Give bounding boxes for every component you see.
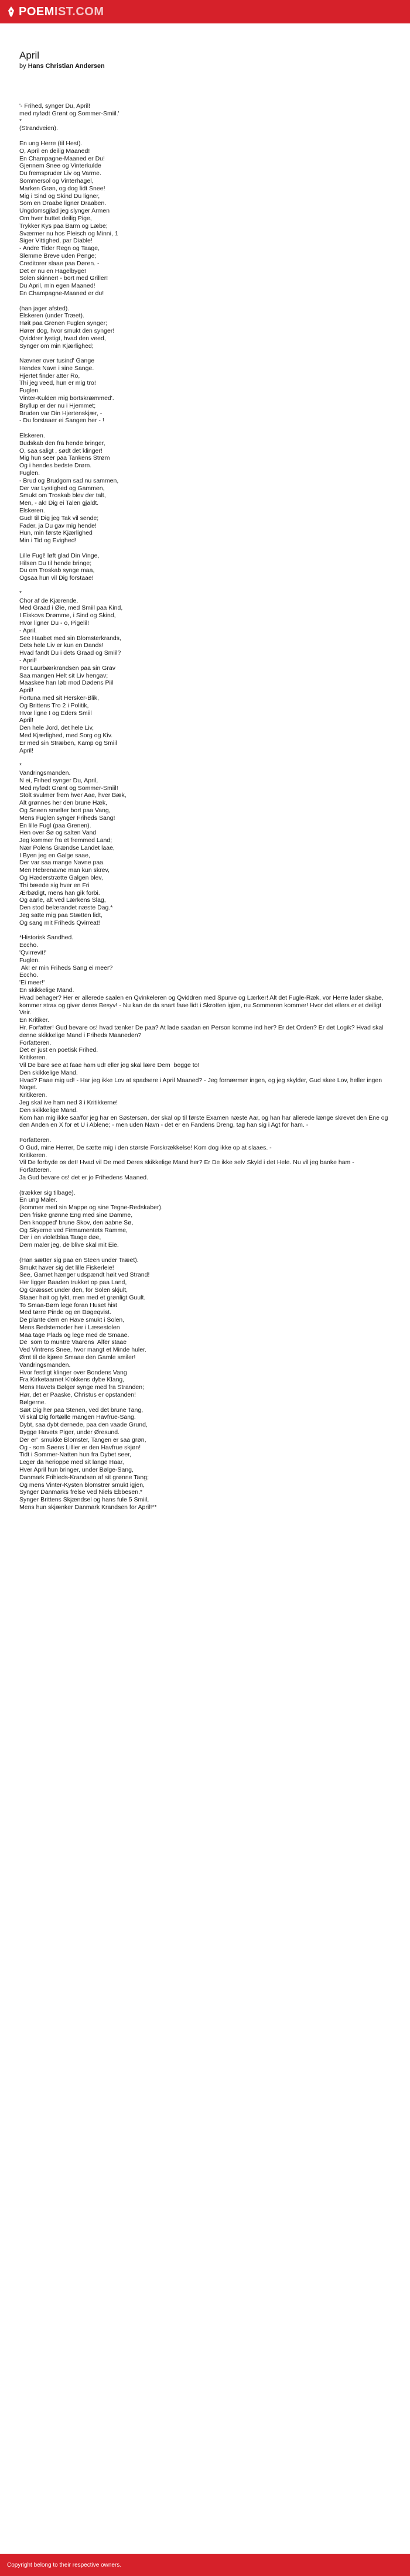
- poem-title: April: [19, 50, 40, 61]
- poem-line: Her ligger Baaden trukket op paa Land,: [19, 1279, 127, 1287]
- poem-line: Slemme Breve uden Penge;: [19, 252, 97, 259]
- poem-line: 'Ei meer!': [19, 979, 45, 987]
- poem-line: Fader, ja Du gav mig hende!: [19, 522, 97, 529]
- poem-line: Hvad? Faae mig ud! - Har jeg ikke Lov at spadsere i April Maaned? - Jeg fornærmer ingen, og jeg skylder, Gud skee Lov, heller ingen Noget.: [19, 1076, 384, 1092]
- poem-line: Fortuna med sit Hersker-Blik,: [19, 694, 99, 702]
- logo-suffix-text: IST.COM: [54, 5, 104, 18]
- poem-line: (Han sætter sig paa en Steen under Træet).: [19, 1256, 139, 1264]
- poem-line: Ungdomsgjlad jeg slynger Armen: [19, 207, 110, 215]
- poem-line: Og Græsset under den, for Solen skjult,: [19, 1286, 128, 1294]
- poem-line: Stolt svulmer frem hver Aae, hver Bæk,: [19, 792, 127, 799]
- poem-stanza: [19, 762, 388, 927]
- poem-line: - April!: [19, 656, 37, 664]
- logo-main-text: POEM: [19, 5, 54, 18]
- poem-line: Og - som Søens Lillier er den Havfrue skjøn!: [19, 1443, 141, 1451]
- poem-line: Thi jeg veed, hun er mig tro!: [19, 379, 96, 387]
- poem-line: Saa mangen Helt sit Liv hengav;: [19, 672, 108, 679]
- site-header: [0, 0, 410, 23]
- poem-line: Som en Draabe ligner Draaben.: [19, 200, 107, 207]
- poem-line: Ja Gud bevare os! det er jo Frihedens Maaned.: [19, 1174, 149, 1181]
- poem-line: Bygge Havets Piger, under Øresund.: [19, 1429, 120, 1436]
- poem-line: Og mens Vinter-Kysten blomstrer smukt igjen,: [19, 1481, 145, 1489]
- poem-line: (trækker sig tilbage).: [19, 1189, 76, 1196]
- poem-line: Hvad fandt Du i dets Graad og Smiil?: [19, 649, 121, 657]
- poem-line: En Champagne-Maaned er Du!: [19, 155, 105, 162]
- poem-line: Hvad behager? Her er allerede saalen en Qvinkeleren og Qviddren med Spurve og Lærker! Alt det Fugle-Ræk, vor Herre lader skabe, kommer strax og giver deres Besyv! - Nu kan de da snart faae lidt i Skrotten igjen, nu Sommeren kommer! Hvor det ellers er et deiligt Veir.: [19, 994, 385, 1017]
- poem-line: Creditorer slaae paa Døren. -: [19, 259, 100, 267]
- poem-line: Sværmer nu hos Pleisch og Minni, 1: [19, 230, 118, 237]
- poem-line: Synger om min Kjærlighed;: [19, 342, 94, 350]
- poem-line: See, Garnet hænger udspændt høit ved Strand!: [19, 1271, 150, 1279]
- poem-line: Bølgerne.: [19, 1398, 46, 1406]
- poem-line: Fra Kirketaarnet Klokkens dybe Klang,: [19, 1376, 125, 1384]
- site-footer: [0, 2554, 410, 2576]
- poem-line: '- Frihed, synger Du, April!: [19, 102, 91, 110]
- poem-line: O Gud, mine Herrer, De sætte mig i den største Forskrækkelse! Kom dog ikke op at slaaes. -: [19, 1144, 272, 1151]
- poem-stanza: [19, 1257, 388, 1511]
- poem-stanza: [19, 1137, 388, 1182]
- poem-line: De plante dem en Have smukt i Solen,: [19, 1316, 125, 1324]
- poem-line: Med Kjærlighed, med Sorg og Kiv.: [19, 731, 113, 739]
- poem-line: Hvor festligt klinger over Bondens Vang: [19, 1369, 127, 1376]
- poem-line: Sæt Dig her paa Stenen, ved det brune Tang,: [19, 1406, 144, 1414]
- poem-line: *Historisk Sandhed.: [19, 934, 74, 942]
- poem-line: Thi bæede sig hver en Fri: [19, 881, 90, 889]
- poem-line: Staaer høit og tykt, men med et grønligt Guult.: [19, 1294, 146, 1301]
- poem-line: Smukt om Troskab blev der talt,: [19, 492, 106, 500]
- poem-line: - Brud og Brudgom sad nu sammen,: [19, 477, 119, 484]
- poem-line: Elskeren.: [19, 507, 45, 515]
- poem-line: Den hele Jord, det hele Liv,: [19, 724, 94, 732]
- pen-nib-icon: [7, 6, 15, 18]
- poem-line: Det er nu en Hagelbyge!: [19, 267, 86, 275]
- poem-line: Vandringsmanden.: [19, 1361, 71, 1369]
- poem-line: Hør, det er Paaske, Christus er opstanden!: [19, 1391, 136, 1399]
- poem-line: Ak! er min Friheds Sang ei meer?: [19, 964, 113, 971]
- poem-line: Vandringsmanden.: [19, 769, 71, 776]
- poem-stanza: [19, 357, 388, 425]
- poem-line: Hører dog, hvor smukt den synger!: [19, 327, 115, 334]
- poem-line: (han jager afsted).: [19, 305, 70, 312]
- poem-line: Den stod belærandet næste Dag.*: [19, 904, 113, 912]
- poem-line: Og Brittens Tro 2 i Politik,: [19, 702, 89, 709]
- poem-line: Jeg skal ive ham ned 3 i Kritikkerne!: [19, 1099, 118, 1106]
- poem-line: Og i hendes bedste Drøm.: [19, 462, 92, 470]
- poem-line: Hen over Sø og salten Vand: [19, 829, 97, 837]
- poem-line: Vil De forbyde os det! Hvad vil De med Deres skikkelige Mand her? Er De ikke selv Skyld i det Hele. Nu vil jeg banke ham -: [19, 1159, 354, 1166]
- poem-line: Dybt, saa dybt dernede, paa den vaade Grund,: [19, 1421, 148, 1429]
- poem-line: Forfatteren.: [19, 1039, 52, 1046]
- poem-stanza: [19, 432, 388, 545]
- poem-line: Maa tage Plads og lege med de Smaae.: [19, 1331, 129, 1339]
- poem-line: Fuglen.: [19, 387, 40, 395]
- poem-line: Dem maler jeg, de blive skal mit Eie.: [19, 1241, 119, 1249]
- poem-line: Budskab den fra hende bringer,: [19, 439, 105, 447]
- poem-line: Danmark Frihieds-Krandsen af sit grønne Tang;: [19, 1473, 149, 1481]
- poem-line: I Eiskovs Drømme, i Sind og Skind,: [19, 612, 116, 620]
- poem-line: Der i en violetblaa Taage døe,: [19, 1234, 101, 1241]
- byline: [19, 62, 388, 70]
- poem-line: Kom han mig ikke saa'for jeg har en Søstersøn, der skal op til første Examen næste Aar, og han har allerede længe skrevet den Ene og den Anden en X for et U i Ablene; - men uden Navn - det er en Fandens Dreng, tag han sig i Agt for ham. -: [19, 1114, 390, 1129]
- poem-line: Nævner over tusind' Gange: [19, 357, 95, 365]
- poem-line: Vi skal Dig fortælle mangen Havfrue-Sang.: [19, 1414, 136, 1421]
- site-logo-link[interactable]: [19, 5, 104, 19]
- poem-line: Elskeren (under Træet).: [19, 312, 84, 320]
- poem-line: Synger Brittens Skjændsel og hans fule 5 Smiil,: [19, 1496, 149, 1504]
- poem-line: Den friske grønne Eng med sine Damme,: [19, 1211, 133, 1219]
- poem-line: Qviddrer lystigt, hvad den veed,: [19, 334, 106, 342]
- poem-line: Med Graad i Øie, med Smiil paa Kind,: [19, 604, 123, 612]
- poem-line: Marken Grøn, og dog lidt Snee!: [19, 184, 105, 192]
- poem-line: Smukt haver sig det lille Fiskerleie!: [19, 1264, 114, 1271]
- poem-line: - April.: [19, 627, 37, 634]
- poem-line: Den knopped' brune Skov, den aabne Sø,: [19, 1219, 134, 1226]
- poem-line: - Du forstaaer ei Sangen her - !: [19, 417, 104, 425]
- poem-line: De som to muntre Vaarens Alfer staae: [19, 1339, 127, 1346]
- poem-line: Bryllup er der nu i Hjemmet;: [19, 402, 96, 409]
- poem-line: Mens Bedstemoder her i Læsestolen: [19, 1323, 120, 1331]
- poem-line: Eccho.: [19, 942, 39, 949]
- poem-line: Og Sneen smelter bort paa Vang,: [19, 806, 111, 814]
- poem-line: med nyfødt Grønt og Sommer-Smiil.': [19, 110, 119, 117]
- poem-line: Dets hele Liv er kun en Dands!: [19, 642, 104, 649]
- poem-line: I Byen jeg en Galge saae,: [19, 851, 90, 859]
- poem-line: Solen skinner! - bort med Griller!: [19, 275, 108, 282]
- poem-line: Hvor ligne I og Eders Smiil: [19, 709, 92, 717]
- poem-line: Den skikkelige Mand.: [19, 1069, 78, 1076]
- poem-line: Mens hun skjænker Danmark Krandsen for April!**: [19, 1504, 157, 1511]
- poem-line: *: [19, 762, 22, 769]
- poem-line: Men Hebrenavne man kun skrev,: [19, 867, 110, 874]
- poem-line: Chor af de Kjærende.: [19, 597, 78, 604]
- poem-line: Siger Vittighed, par Diable!: [19, 237, 93, 245]
- poem-line: Nær Polens Grændse Landet laae,: [19, 844, 115, 851]
- poem-line: Fuglen.: [19, 470, 40, 477]
- poem-stanza: [19, 102, 388, 132]
- poem-line: Forfatteren.: [19, 1166, 52, 1174]
- poem-line: Elskeren.: [19, 432, 45, 440]
- poem-line: Leger da herioppe med sit lange Haar,: [19, 1459, 124, 1466]
- poem-line: Maaskee han løb mod Dødens Piil: [19, 679, 114, 687]
- poem-line: Og sang mit Friheds Qvirreat!: [19, 919, 100, 926]
- poem-line: Der var Lystighed og Gammen,: [19, 484, 105, 492]
- poem-line: Du April, min egen Maaned!: [19, 282, 95, 290]
- poem-line: Ved Vintrens Snee, hvor mangt et Minde huler.: [19, 1346, 146, 1354]
- poem-stanza: [19, 934, 388, 1129]
- poem-line: To Smaa-Børn lege foran Huset hist: [19, 1301, 117, 1309]
- poem-line: N ei, Frihed synger Du, April,: [19, 776, 98, 784]
- poem-line: Kritikeren.: [19, 1054, 47, 1062]
- poem-line: (Strandveien).: [19, 125, 58, 132]
- copyright-text: Copyright belong to their respective owners.: [7, 2561, 122, 2568]
- poem-line: See Haabet med sin Blomsterkrands,: [19, 634, 121, 642]
- poem-line: 'Qvirrevit!': [19, 949, 47, 957]
- poem-line: En lille Fugl (paa Grenen).: [19, 822, 91, 829]
- poem-stanza: [19, 1189, 388, 1249]
- author-link[interactable]: Hans Christian Andersen: [28, 63, 105, 70]
- poem-line: - Andre Tider Regn og Taage,: [19, 245, 100, 252]
- poem-line: Ømt til de kjære Smaae den Gamle smiler!: [19, 1354, 136, 1361]
- poem-line: Min i Tid og Evighed!: [19, 537, 77, 545]
- poem-line: Det er just en poetisk Frihed.: [19, 1046, 98, 1054]
- poem-line: April!: [19, 747, 33, 754]
- poem-line: Og aarle, alt ved Lærkens Slag,: [19, 897, 106, 904]
- poem-line: Hr. Forfatter! Gud bevare os! hvad tænker De paa? At lade saadan en Person komme ind her? Er det Orden? Er det Logik? Hvad skal denne skikkelige Mand i Friheds Maaneden?: [19, 1024, 385, 1039]
- poem-line: *: [19, 117, 22, 125]
- poem-line: Kritikeren.: [19, 1092, 47, 1099]
- poem-line: Vil De bare see at faae ham ud! eller jeg skal lære Dem begge to!: [19, 1062, 200, 1069]
- poem-line: Lille Fugl! løft glad Din Vinge,: [19, 552, 100, 559]
- poem-line: O, April en deilig Maaned!: [19, 147, 90, 155]
- poem-line: En ung Herre (til Hest).: [19, 139, 83, 147]
- poem-line: For Laurbærkrandsen paa sin Grav: [19, 664, 115, 672]
- poem-line: Jeg kommer fra et fremmed Land;: [19, 837, 112, 844]
- poem-line: En Kritiker.: [19, 1017, 49, 1024]
- poem-line: (kommer med sin Mappe og sine Tegne-Redskaber).: [19, 1204, 163, 1212]
- poem-line: Gud! til Dig jeg Tak vil sende;: [19, 514, 99, 522]
- poem-line: Bruden var Din Hjertenskjær, -: [19, 409, 102, 417]
- poem-line: En Champagne-Maaned er du!: [19, 289, 104, 297]
- poem-line: Trykker Kys paa Barm og Læbe;: [19, 222, 108, 230]
- poem-stanza: [19, 590, 388, 755]
- poem-line: En ung Maler.: [19, 1196, 57, 1204]
- poem-line: Hilsen Du til hende bringe;: [19, 559, 92, 567]
- poem-line: Høit paa Grenen Fuglen synger;: [19, 320, 107, 327]
- poem-line: Du fremspruder Liv og Varme.: [19, 170, 101, 177]
- poem-line: Med tørre Pinde og en Bøgeqvist.: [19, 1309, 111, 1316]
- poem-line: Vinter-Kulden mig bortskræmmed'.: [19, 395, 114, 402]
- poem-line: Synger Danmarks frelse ved Niels Ebbesen.*: [19, 1489, 143, 1496]
- poem-line: Men, - ak! Dig ei Talen gjaldt.: [19, 500, 99, 507]
- poem-stanza: [19, 305, 388, 350]
- poem-stanza: [19, 552, 388, 582]
- poem-line: Fuglen.: [19, 956, 40, 964]
- poem-line: Mens Havets Bølger synge med fra Stranden;: [19, 1384, 145, 1391]
- poem-line: Ogsaa hun vil Dig forstaae!: [19, 574, 94, 582]
- byline-prefix: by: [19, 63, 26, 70]
- poem-line: Der var saa mange Navne paa.: [19, 859, 105, 867]
- poem-line: April!: [19, 717, 33, 724]
- poem-line: Du om Troskab synge maa,: [19, 567, 95, 574]
- poem-line: Og Skyerne ved Firmamentets Ramme,: [19, 1226, 128, 1234]
- poem-line: Hver April hun bringer, under Bølge-Sang,: [19, 1466, 134, 1474]
- poem-line: Mig hun seer paa Tankens Strøm: [19, 454, 110, 462]
- poem-line: Ærbødigt, mens han gik forbi.: [19, 889, 100, 897]
- poem-line: O, saa saligt , sødt det klinger!: [19, 447, 102, 454]
- poem-line: Hendes Navn i sine Sange.: [19, 364, 94, 372]
- poem-line: Kritikeren.: [19, 1151, 47, 1159]
- poem-body: [19, 102, 388, 1511]
- poem-line: En skikkelige Mand.: [19, 987, 74, 994]
- poem-line: Med nyfødt Grønt og Sommer-Smiil!: [19, 784, 118, 792]
- poem-line: Om hver buttet deilig Pige,: [19, 214, 92, 222]
- poem-line: April!: [19, 687, 33, 695]
- poem-line: Forfatteren.: [19, 1136, 52, 1144]
- poem-line: Gjennem Snee og Vinterkulde: [19, 162, 101, 170]
- poem-line: Der er' smukke Blomster, Tangen er saa grøn,: [19, 1436, 146, 1443]
- poem-line: Mens Fuglen synger Friheds Sang!: [19, 814, 115, 822]
- poem-line: Hun, min første Kjærlighed: [19, 529, 93, 537]
- poem-line: Sommersol og Vinterhagel,: [19, 177, 94, 184]
- poem-line: Tidt i Sommer-Natten hun fra Dybet seer,: [19, 1451, 132, 1459]
- poem-line: Hjertet finder atter Ro,: [19, 372, 80, 379]
- poem-stanza: [19, 140, 388, 297]
- poem-line: Alt grønnes her den brune Hæk,: [19, 799, 107, 807]
- poem-line: Eccho.: [19, 971, 39, 979]
- poem-line: Den skikkelige Mand.: [19, 1106, 78, 1114]
- poem-line: Er med sin Stræben, Kamp og Smiil: [19, 739, 117, 747]
- poem-line: Og Hæderstrætte Galgen blev,: [19, 874, 103, 882]
- poem-line: Mig i Sind og Skind Du ligner,: [19, 192, 100, 200]
- poem-line: *: [19, 589, 22, 597]
- poem-content: [19, 50, 388, 1519]
- poem-line: Jeg satte mig paa Stætten lidt,: [19, 912, 102, 919]
- poem-line: Hvor ligner Du - o, Pigelil!: [19, 619, 90, 627]
